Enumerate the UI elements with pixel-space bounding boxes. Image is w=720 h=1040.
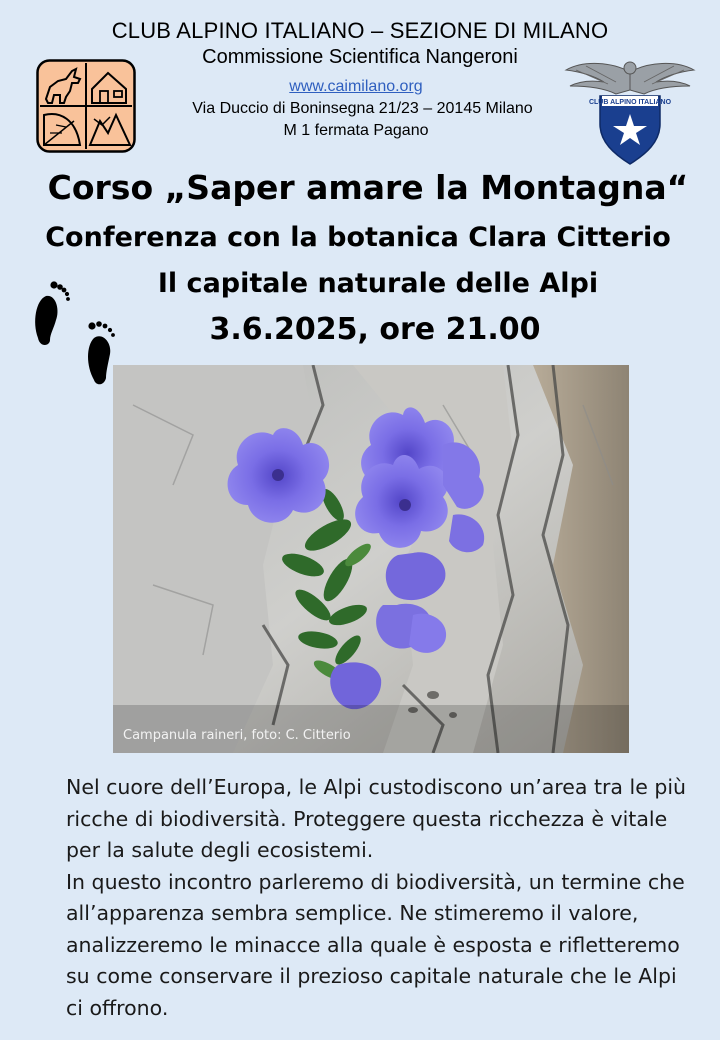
cai-badge-text: CLUB ALPINO ITALIANO — [588, 99, 672, 106]
flower-photo — [113, 365, 629, 753]
description-paragraph-2: In questo incontro parleremo di biodiversità, un termine che all’apparenza sembra semplice. Ne stimeremo il valore, analizzeremo le minacce alla quale è esposta e rifletteremo su come conservare il prezioso capitale naturale che le Alpi ci offrono. — [66, 869, 685, 1020]
metro-info: M 1 fermata Pagano — [283, 122, 429, 139]
conference-title: Conferenza con la botanica Clara Citterio — [45, 222, 671, 253]
address: Via Duccio di Boninsegna 21/23 – 20145 Milano — [192, 100, 533, 117]
club-name: CLUB ALPINO ITALIANO – SEZIONE DI MILANO — [111, 18, 609, 43]
event-description — [66, 772, 696, 1024]
photo-caption: Campanula raineri, foto: C. Citterio — [123, 728, 351, 743]
commission-logo-icon — [36, 59, 136, 153]
cai-emblem-icon — [564, 54, 696, 166]
topic-title: Il capitale naturale delle Alpi — [157, 268, 599, 299]
description-paragraph-1: Nel cuore dell’Europa, le Alpi custodiscono un’area tra le più ricche di biodiversità. Proteggere questa ricchezza è vitale per la salute degli ecosistemi. — [66, 775, 687, 862]
website-link[interactable]: www.caimilano.org — [289, 78, 423, 95]
course-title: Corso „Saper amare la Montagna“ — [47, 168, 689, 207]
event-datetime: 3.6.2025, ore 21.00 — [209, 312, 541, 347]
commission-name: Commissione Scientifica Nangeroni — [202, 46, 518, 68]
